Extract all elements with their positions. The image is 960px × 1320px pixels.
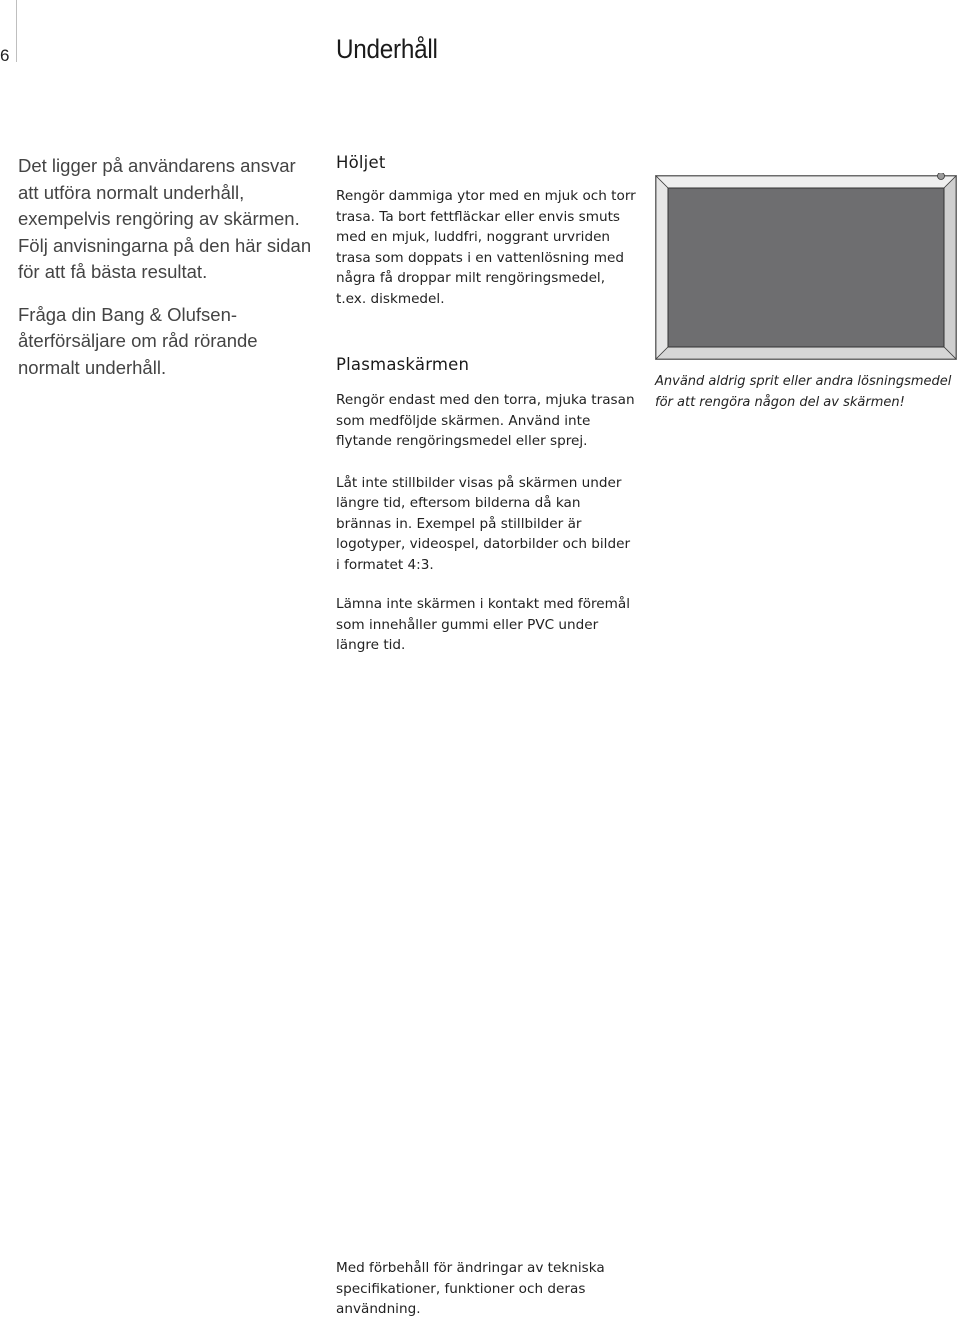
plasma-screen-illustration bbox=[655, 173, 958, 361]
screen-panel bbox=[668, 188, 944, 347]
screen-knob bbox=[938, 173, 945, 180]
plasma-section bbox=[336, 355, 636, 656]
plasma-text: Rengör endast med den torra, mjuka trasan som medföljde skärmen. Använd inte flytande rengöringsmedel eller sprej. bbox=[336, 392, 635, 449]
cabinet-heading: Höljet bbox=[336, 153, 386, 172]
footer-note: Med förbehåll för ändringar av tekniska specifikationer, funktioner och deras användning. bbox=[336, 1260, 605, 1317]
intro-text bbox=[18, 153, 318, 397]
page-number: 6 bbox=[0, 46, 10, 65]
intro-paragraph: Det ligger på användarens ansvar att utföra normalt underhåll, exempelvis rengöring av skärmen. Följ anvisningarna på den här sidan för att få bästa resultat. bbox=[18, 155, 312, 282]
frame-bevel-left bbox=[656, 176, 668, 359]
plasma-text: Låt inte stillbilder visas på skärmen under längre tid, eftersom bilderna då kan brännas in. Exempel på stillbilder är logotyper, videospel, datorbilder och bilder i formatet 4:3. bbox=[336, 474, 631, 573]
cabinet-text: Rengör dammiga ytor med en mjuk och torr trasa. Ta bort fettfläckar eller envis smuts med en mjuk, luddfri, noggrant urvriden trasa som doppats i en vattenlösning med några få droppar milt rengöringsmedel, t.ex. diskmedel. bbox=[336, 188, 636, 307]
cabinet-section bbox=[336, 153, 636, 309]
frame-bevel-bottom bbox=[656, 347, 956, 359]
page-number-divider bbox=[16, 0, 17, 62]
warning-caption: Använd aldrig sprit eller andra lösningsmedel för att rengöra någon del av skärmen! bbox=[655, 374, 952, 410]
plasma-heading: Plasmaskärmen bbox=[336, 355, 470, 374]
page-title: Underhåll bbox=[336, 34, 438, 64]
plasma-text: Lämna inte skärmen i kontakt med föremål som innehåller gummi eller PVC under längre tid. bbox=[336, 596, 631, 653]
frame-bevel-right bbox=[944, 176, 956, 359]
frame-bevel-top bbox=[656, 176, 956, 188]
intro-paragraph: Fråga din Bang & Olufsen-återförsäljare om råd rörande normalt underhåll. bbox=[18, 303, 258, 378]
